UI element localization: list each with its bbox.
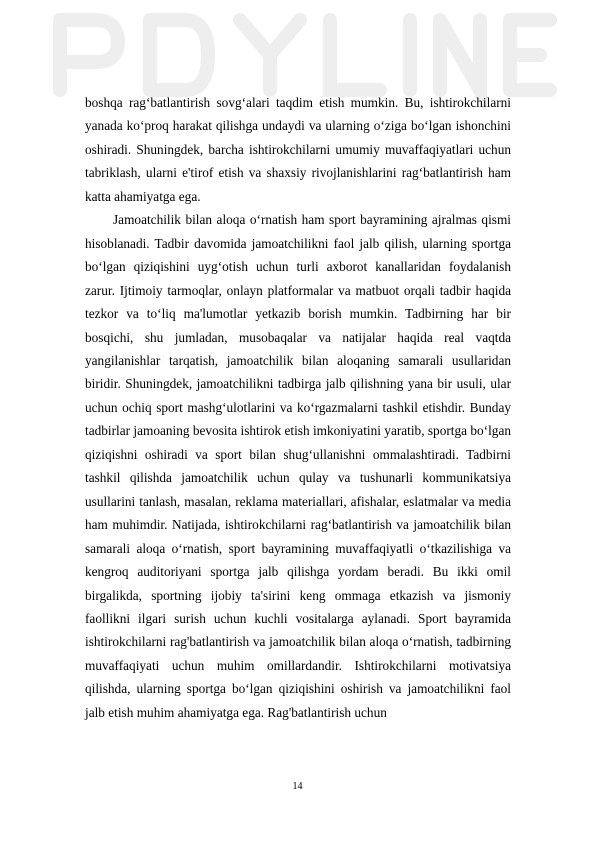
paragraph-2: Jamoatchilik bilan aloqa o‘rnatish ham sport bayramining ajralmas qismi hisoblanadi. Tadbir davomida jamoatchilikni faol jalb qilish, ularning sportga bo‘lgan qiziqishini uyg‘otish uchun turli axborot kanallaridan foydalanish zarur. Ijtimoiy tarmoqlar, onlayn platformalar va matbuot orqali tadbir haqida tezkor va to‘liq ma'lumotlar yetkazib borish mumkin. Tadbirning har bir bosqichi, shu jumladan, musobaqalar va natijalar haqida real vaqtda yangilanishlar tarqatish, jamoatchilik bilan aloqaning samarali usullaridan biridir. Shuningdek, jamoatchilikni tadbirga jalb qilishning yana bir usuli, ular uchun ochiq sport mashg‘ulotlarini va ko‘rgazmalarni tashkil etishdir. Bunday tadbirlar jamoaning bevosita ishtirok etish imkoniyatini yaratib, sportga bo‘lgan qiziqishni oshiradi va sport bilan shug‘ullanishni ommalashtiradi. Tadbirni tashkil qilishda jamoatchilik uchun qulay va tushunarli kommunikatsiya usullarini tanlash, masalan, reklama materiallari, afishalar, eslatmalar va media ham muhimdir. Natijada, ishtirokchilarni rag‘batlantirish va jamoatchilik bilan samarali aloqa o‘rnatish, sport bayramining muvaffaqiyatli o‘tkazilishiga va kengroq auditoriyani sportga jalb qilishga yordam beradi. Bu ikki omil birgalikda, sportning ijobiy ta'sirini keng ommaga etkazish va jismoniy faollikni ilgari surish uchun kuchli vositalarga aylanadi. Sport bayramida ishtirokchilarni rag'batlantirish va jamoatchilik bilan aloqa o‘rnatish, tadbirning muvaffaqiyati uchun muhim omillardandir. Ishtirokchilarni motivatsiya qilishda, ularning sportga bo‘lgan qiziqishini oshirish va jamoatchilikni faol jalb etish muhim ahamiyatga ega. Rag'batlantirish uchun (85, 212, 511, 720)
paragraph-1: boshqa rag‘batlantirish sovg‘alari taqdim etish mumkin. Bu, ishtirokchilarni yanada ko‘proq harakat qilishga undaydi va ularning o‘ziga bo‘lgan ishonchini oshiradi. Shuningdek, barcha ishtirokchilarni umumiy muvaffaqiyatlari uchun tabriklash, ularni e'tirof etish va shaxsiy rivojlanishlarini rag‘batlantirish ham katta ahamiyatga ega. (85, 95, 511, 204)
document-body (85, 91, 511, 724)
page-number: 14 (292, 781, 303, 792)
